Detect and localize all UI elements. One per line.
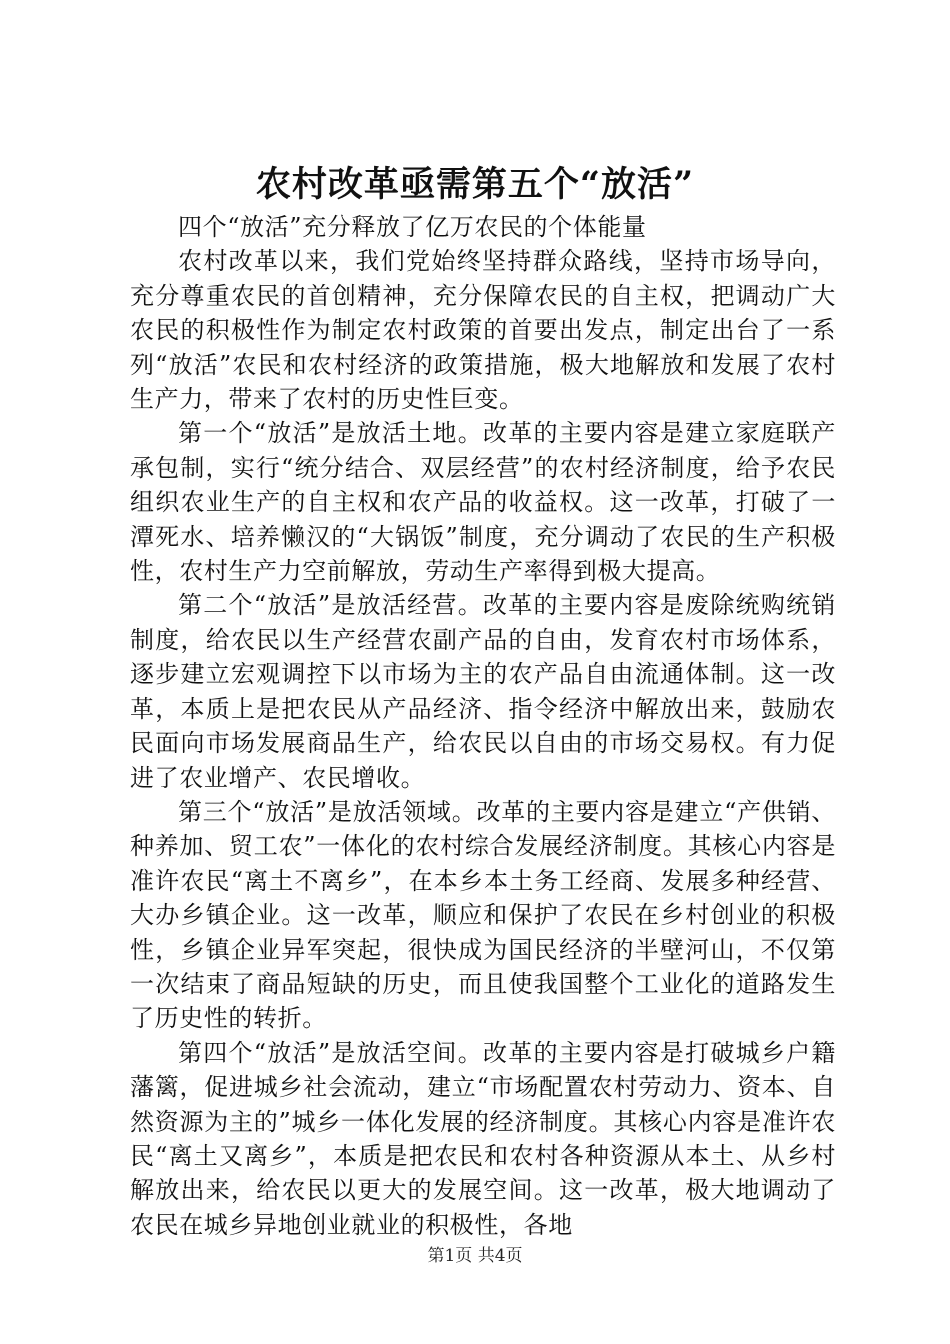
fourth-fanghuo-paragraph: 第四个“放活”是放活空间。改革的主要内容是打破城乡户籍藩篱，促进城乡社会流动，建立“市场配置农村劳动力、资本、自然资源为主的”城乡一体化发展的经济制度。其核心内容是准许农民“离土又离乡”，本质是把农民和农村各种资源从本土、从乡村解放出来，给农民以更大的发展空间。这一改革，极大地调动了农民在城乡异地创业就业的积极性，各地	[130, 1038, 836, 1239]
second-fanghuo-paragraph: 第二个“放活”是放活经营。改革的主要内容是废除统购统销制度，给农民以生产经营农副产品的自由，发育农村市场体系，逐步建立宏观调控下以市场为主的农产品自由流通体制。这一改革，本质上是把农民从产品经济、指令经济中解放出来，鼓励农民面向市场发展商品生产，给农民以自由的市场交易权。有力促进了农业增产、农民增收。	[130, 591, 836, 792]
third-fanghuo-paragraph: 第三个“放活”是放活领域。改革的主要内容是建立“产供销、种养加、贸工农”一体化的农村综合发展经济制度。其核心内容是准许农民“离土不离乡”，在本乡本土务工经商、发展多种经营、大办乡镇企业。这一改革，顺应和保护了农民在乡村创业的积极性，乡镇企业异军突起，很快成为国民经济的半壁河山，不仅第一次结束了商品短缺的历史，而且使我国整个工业化的道路发生了历史性的转折。	[130, 797, 836, 1033]
subtitle-paragraph: 四个“放活”充分释放了亿万农民的个体能量	[178, 213, 647, 241]
document-title: 农村改革亟需第五个“放活”	[255, 164, 695, 205]
page-number-label: 第1页 共4页	[427, 1246, 523, 1266]
first-fanghuo-paragraph: 第一个“放活”是放活土地。改革的主要内容是建立家庭联产承包制，实行“统分结合、双层经营”的农村经济制度，给予农民组织农业生产的自主权和农产品的收益权。这一改革，打破了一潭死水、培养懒汉的“大锅饭”制度，充分调动了农民的生产积极性，农村生产力空前解放，劳动生产率得到极大提高。	[130, 419, 836, 586]
page-footer	[0, 1244, 950, 1268]
document-body	[130, 210, 836, 1242]
intro-paragraph: 农村改革以来，我们党始终坚持群众路线，坚持市场导向，充分尊重农民的首创精神，充分保障农民的自主权，把调动广大农民的积极性作为制定农村政策的首要出发点，制定出台了一系列“放活”农民和农村经济的政策措施，极大地解放和发展了农村生产力，带来了农村的历史性巨变。	[130, 247, 836, 414]
